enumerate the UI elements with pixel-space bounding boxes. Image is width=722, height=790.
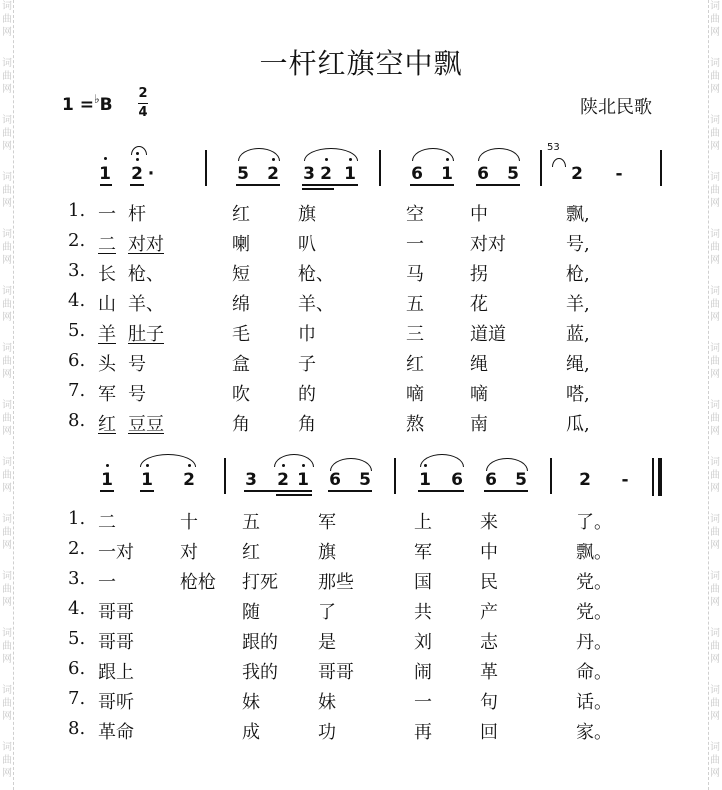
verse-number: 3. <box>68 568 86 589</box>
watermark-text: 词 曲 网 <box>2 172 12 209</box>
verse-number: 7. <box>68 688 86 709</box>
lyric-word: 旗 <box>318 542 336 563</box>
lyric-word: 国 <box>414 572 432 593</box>
lyric-word: 革命 <box>98 722 134 743</box>
verse-number: 2. <box>68 538 86 559</box>
slur <box>552 158 566 167</box>
lyric-word: 随 <box>242 602 260 623</box>
verse-number: 7. <box>68 380 86 401</box>
lyric-word: 南 <box>470 414 488 435</box>
watermark-text: 词 曲 网 <box>2 685 12 722</box>
watermark-text: 词 曲 网 <box>2 286 12 323</box>
lyric-line <box>68 260 668 285</box>
watermark-text: 词 曲 网 <box>2 343 12 380</box>
score-2-note-9: 1 <box>419 470 431 490</box>
lyric-word: 角 <box>232 414 250 435</box>
time-signature-bottom: 4 <box>138 105 148 120</box>
lyric-word: 革 <box>480 662 498 683</box>
lyric-word: 羊 <box>98 324 116 345</box>
grace-notes: 53 <box>547 142 560 153</box>
watermark-text: 词 曲 网 <box>710 286 720 323</box>
verse-number: 4. <box>68 290 86 311</box>
lyric-word: 对 <box>180 542 198 563</box>
lyric-word: 回 <box>480 722 498 743</box>
verse-number: 1. <box>68 200 86 221</box>
lyric-word: 空 <box>406 204 424 225</box>
lyric-word: 闹 <box>414 662 432 683</box>
lyric-word: 党。 <box>576 602 612 623</box>
lyric-word: 短 <box>232 264 250 285</box>
score-2-note-4: 3 <box>245 470 257 490</box>
final-barline-thick <box>658 458 662 496</box>
watermark-text: 词 曲 网 <box>2 628 12 665</box>
verse-number: 1. <box>68 508 86 529</box>
score-1-note-7: 1 <box>344 164 356 184</box>
lyric-line <box>68 538 668 563</box>
verse-number: 5. <box>68 628 86 649</box>
lyric-word: 党。 <box>576 572 612 593</box>
score-2-note-3: 2 <box>183 470 195 490</box>
score-1-note-5: 3 <box>303 164 315 184</box>
lyric-line <box>68 380 668 405</box>
watermark-text: 词 曲 网 <box>2 400 12 437</box>
time-signature <box>138 86 148 121</box>
verse-number: 8. <box>68 410 86 431</box>
lyric-word: 头 <box>98 354 116 375</box>
watermark-text: 词 曲 网 <box>710 1 720 38</box>
lyric-word: 拐 <box>470 264 488 285</box>
lyric-word: 山 <box>98 294 116 315</box>
lyric-word: 盒 <box>232 354 250 375</box>
watermark-text: 词 曲 网 <box>710 685 720 722</box>
lyric-line <box>68 290 668 315</box>
lyric-word: 嗒, <box>566 384 590 405</box>
fermata-icon <box>131 146 147 155</box>
lyric-word: 话。 <box>576 692 612 713</box>
lyric-word: 妹 <box>318 692 336 713</box>
score-1-dot: · <box>147 164 155 184</box>
watermark-text: 词 曲 网 <box>2 58 12 95</box>
lyric-line <box>68 410 668 435</box>
lyric-word: 我的 <box>242 662 278 683</box>
lyric-word: 中 <box>470 204 488 225</box>
lyric-word: 一 <box>406 234 424 255</box>
slur <box>274 454 314 467</box>
score-1-note-12: 2 <box>571 164 583 184</box>
score-2-note-11: 6 <box>485 470 497 490</box>
lyric-word: 共 <box>414 602 432 623</box>
verse-number: 4. <box>68 598 86 619</box>
watermark-text: 词 曲 网 <box>710 343 720 380</box>
watermark-text: 词 曲 网 <box>2 457 12 494</box>
song-title: 一杆红旗空中飘 <box>259 47 463 80</box>
score-1-note-9: 1 <box>441 164 453 184</box>
lyric-word: 跟上 <box>98 662 134 683</box>
score-1-dash: - <box>615 164 623 184</box>
lyric-word: 对对 <box>470 234 506 255</box>
watermark-text: 词 曲 网 <box>710 742 720 779</box>
lyric-word: 熬 <box>406 414 424 435</box>
score-1-note-6: 2 <box>320 164 332 184</box>
lyric-word: 嘀 <box>406 384 424 405</box>
watermark-text: 词 曲 网 <box>710 229 720 266</box>
lyric-word: 三 <box>406 324 424 345</box>
lyric-word: 一 <box>98 572 116 593</box>
lyric-word: 红 <box>242 542 260 563</box>
lyric-word: 哥听 <box>98 692 134 713</box>
lyric-line <box>68 688 668 713</box>
lyric-word: 丹。 <box>576 632 612 653</box>
verse-number: 5. <box>68 320 86 341</box>
lyric-word: 那些 <box>318 572 354 593</box>
lyric-word: 豆豆 <box>128 414 164 435</box>
lyric-word: 枪、 <box>298 264 334 285</box>
score-2-dash: - <box>621 470 629 490</box>
lyric-word: 志 <box>480 632 498 653</box>
watermark-text: 词 曲 网 <box>2 742 12 779</box>
watermark-text: 词 曲 网 <box>2 1 12 38</box>
final-barline-thin <box>652 458 654 496</box>
lyric-word: 上 <box>414 512 432 533</box>
lyric-word: 是 <box>318 632 336 653</box>
lyric-word: 十 <box>180 512 198 533</box>
song-origin: 陕北民歌 <box>580 97 652 118</box>
lyric-word: 枪枪 <box>180 572 216 593</box>
lyric-line <box>68 200 668 225</box>
lyric-word: 句 <box>480 692 498 713</box>
score-2-note-2: 1 <box>141 470 153 490</box>
lyric-word: 二 <box>98 512 116 533</box>
lyric-word: 枪, <box>566 264 590 285</box>
flat-sign: ♭ <box>94 92 100 106</box>
score-2-note-7: 6 <box>329 470 341 490</box>
time-signature-top: 2 <box>138 86 148 101</box>
lyric-word: 巾 <box>298 324 316 345</box>
key-signature <box>62 92 113 115</box>
verse-number: 6. <box>68 350 86 371</box>
lyric-word: 杆 <box>128 204 146 225</box>
lyric-word: 飘, <box>566 204 590 225</box>
watermark-text: 词 曲 网 <box>2 514 12 551</box>
score-1-note-8: 6 <box>411 164 423 184</box>
lyric-word: 号, <box>566 234 590 255</box>
lyric-word: 叭 <box>298 234 316 255</box>
lyric-word: 蓝, <box>566 324 590 345</box>
lyric-line <box>68 230 668 255</box>
lyric-word: 旗 <box>298 204 316 225</box>
score-2-note-10: 6 <box>451 470 463 490</box>
watermark-text: 词 曲 网 <box>710 628 720 665</box>
lyric-word: 对对 <box>128 234 164 255</box>
score-2-note-13: 2 <box>579 470 591 490</box>
lyric-word: 妹 <box>242 692 260 713</box>
score-1-note-1: 1 <box>99 164 111 184</box>
lyric-word: 了。 <box>576 512 612 533</box>
lyric-line <box>68 508 668 533</box>
watermark-text: 词 曲 网 <box>710 58 720 95</box>
lyric-word: 命。 <box>576 662 612 683</box>
watermark-text: 词 曲 网 <box>710 115 720 152</box>
verse-number: 2. <box>68 230 86 251</box>
lyric-word: 的 <box>298 384 316 405</box>
verse-number: 3. <box>68 260 86 281</box>
lyric-word: 军 <box>414 542 432 563</box>
lyric-word: 哥哥 <box>98 632 134 653</box>
lyric-word: 军 <box>318 512 336 533</box>
lyric-word: 号 <box>128 384 146 405</box>
key-prefix: 1 = <box>62 95 94 115</box>
lyric-word: 吹 <box>232 384 250 405</box>
watermark-text: 词 曲 网 <box>710 457 720 494</box>
watermark-text: 词 曲 网 <box>2 115 12 152</box>
watermark-text: 词 曲 网 <box>2 571 12 608</box>
watermark-text: 词 曲 网 <box>710 172 720 209</box>
score-2-note-1: 1 <box>101 470 113 490</box>
lyric-word: 毛 <box>232 324 250 345</box>
lyric-line <box>68 598 668 623</box>
verse-number: 8. <box>68 718 86 739</box>
lyric-line <box>68 658 668 683</box>
lyric-line <box>68 718 668 743</box>
lyric-word: 一对 <box>98 542 134 563</box>
lyric-word: 跟的 <box>242 632 278 653</box>
lyric-word: 喇 <box>232 234 250 255</box>
lyric-word: 刘 <box>414 632 432 653</box>
lyric-word: 红 <box>406 354 424 375</box>
lyric-word: 飘。 <box>576 542 612 563</box>
watermark-text: 词 曲 网 <box>710 400 720 437</box>
lyric-word: 长 <box>98 264 116 285</box>
score-1-note-4: 2 <box>267 164 279 184</box>
score-2-note-6: 1 <box>297 470 309 490</box>
lyric-word: 五 <box>406 294 424 315</box>
lyric-word: 民 <box>480 572 498 593</box>
lyric-word: 花 <box>470 294 488 315</box>
lyric-word: 马 <box>406 264 424 285</box>
lyric-word: 打死 <box>242 572 278 593</box>
lyric-word: 产 <box>480 602 498 623</box>
score-2-note-8: 5 <box>359 470 371 490</box>
lyric-word: 红 <box>98 414 116 435</box>
lyric-word: 绳 <box>470 354 488 375</box>
lyric-word: 道道 <box>470 324 506 345</box>
score-2-note-5: 2 <box>277 470 289 490</box>
lyric-word: 红 <box>232 204 250 225</box>
lyric-word: 羊, <box>566 294 590 315</box>
lyric-word: 五 <box>242 512 260 533</box>
lyric-line <box>68 320 668 345</box>
watermark-text: 词 曲 网 <box>2 229 12 266</box>
lyric-word: 肚子 <box>128 324 164 345</box>
lyric-word: 军 <box>98 384 116 405</box>
verse-number: 6. <box>68 658 86 679</box>
lyric-word: 羊、 <box>128 294 164 315</box>
lyric-word: 绳, <box>566 354 590 375</box>
watermark-text: 词 曲 网 <box>710 514 720 551</box>
lyric-word: 瓜, <box>566 414 590 435</box>
lyric-word: 家。 <box>576 722 612 743</box>
lyric-word: 哥哥 <box>98 602 134 623</box>
lyric-word: 绵 <box>232 294 250 315</box>
key-letter: B <box>99 95 113 115</box>
score-1-note-11: 5 <box>507 164 519 184</box>
lyric-word: 号 <box>128 354 146 375</box>
lyric-word: 一 <box>98 204 116 225</box>
lyric-word: 枪、 <box>128 264 164 285</box>
lyric-word: 成 <box>242 722 260 743</box>
lyric-word: 中 <box>480 542 498 563</box>
lyric-word: 嘀 <box>470 384 488 405</box>
slur <box>478 148 520 161</box>
score-1-note-10: 6 <box>477 164 489 184</box>
lyric-word: 哥哥 <box>318 662 354 683</box>
watermark-left <box>0 0 14 790</box>
lyric-word: 再 <box>414 722 432 743</box>
lyric-word: 一 <box>414 692 432 713</box>
score-1-note-2: 2 <box>131 164 143 184</box>
lyric-word: 来 <box>480 512 498 533</box>
lyric-word: 羊、 <box>298 294 334 315</box>
lyric-line <box>68 628 668 653</box>
lyric-word: 二 <box>98 234 116 255</box>
lyric-line <box>68 568 668 593</box>
lyric-word: 子 <box>298 354 316 375</box>
lyric-word: 角 <box>298 414 316 435</box>
lyric-word: 了 <box>318 602 336 623</box>
lyric-line <box>68 350 668 375</box>
score-2-note-12: 5 <box>515 470 527 490</box>
score-1-note-3: 5 <box>237 164 249 184</box>
watermark-text: 词 曲 网 <box>710 571 720 608</box>
lyric-word: 功 <box>318 722 336 743</box>
watermark-right <box>708 0 722 790</box>
